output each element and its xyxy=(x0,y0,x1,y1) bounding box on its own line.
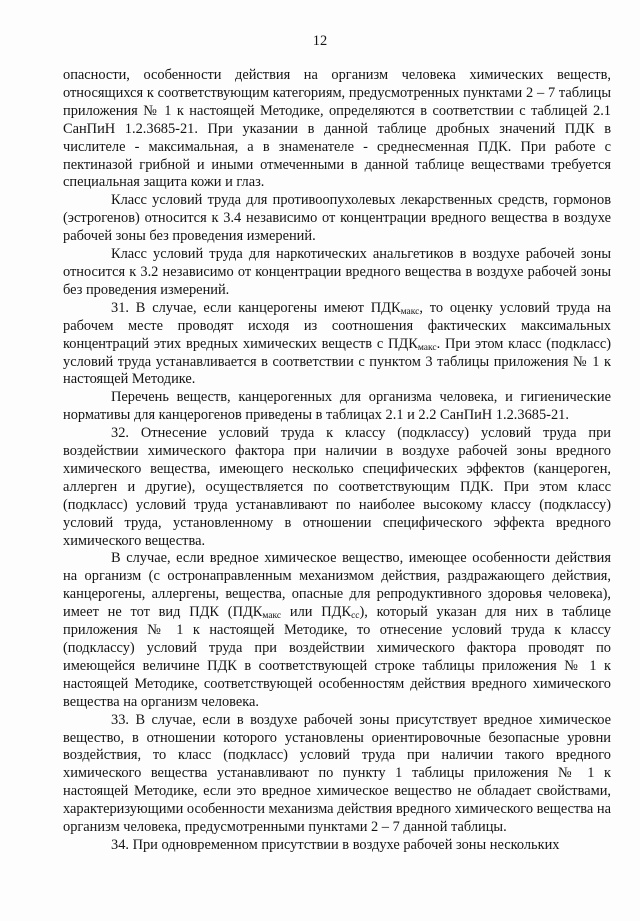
paragraph-text: . При этом класс (подкласс) условий труда устанавливается в соответствии с пунктом 3 таблицы приложения № 1 к настоящей Методике. xyxy=(63,335,611,388)
subscript-text: макс xyxy=(417,342,437,353)
paragraph-text: Перечень веществ, канцерогенных для организма человека, и гигиенические нормативы для канцерогенов приведены в таблицах 2.1 и 2.2 СанПиН 1.2.3685-21. xyxy=(63,389,611,424)
paragraph-text: 34. При одновременном присутствии в воздухе рабочей зоны нескольких xyxy=(111,836,560,853)
paragraph xyxy=(63,246,611,300)
paragraph-text: 32. Отнесение условий труда к классу (подклассу) условий труда при воздействии химического фактора при наличии в воздухе рабочей зоны вредного химического вещества, имеющего несколько специфических эффектов (канцероген, аллерген и другие), осуществляется по соответствующим ПДК. При этом класс (подкласс) условий труда устанавливают по наиболее высокому классу (подклассу) условий труда, установленному в отношении специфического эффекта вредного химического вещества. xyxy=(63,425,611,549)
paragraph-text: В случае, если вредное химическое вещество, имеющее особенности действия на организм (с остронаправленным механизмом действия, раздражающего действия, канцерогены, аллергены, вещества, опасные для репродуктивного здоровья человека), имеет не тот вид ПДК (ПДК xyxy=(63,550,611,621)
subscript-text: макс xyxy=(400,306,420,317)
paragraph xyxy=(63,425,611,550)
paragraph-text: или ПДК xyxy=(281,604,352,621)
subscript-text: макс xyxy=(262,611,282,622)
paragraph-text: 33. В случае, если в воздухе рабочей зоны присутствует вредное химическое вещество, в отношении которого установлены ориентировочные безопасные уровни воздействия, то класс (подкласс) условий труда при наличии такого вредного химического вещества устанавливают по пункту 1 таблицы приложения № 1 к настоящей Методике, если это вредное химическое вещество не обладает свойствами, характеризующими особенности механизма действия вредного химического вещества на организм человека, предусмотренными пунктами 2 – 7 данной таблицы. xyxy=(63,711,611,836)
paragraph xyxy=(63,67,611,192)
paragraph xyxy=(63,300,611,390)
paragraph-text: опасности, особенности действия на организм человека химических веществ, относящихся к соответствующим категориям, предусмотренных пунктами 2 – 7 таблицы приложения № 1 к настоящей Методике, определяются в соответствии с таблицей 2.1 СанПиН 1.2.3685-21. При указании в данной таблице дробных значений ПДК в числителе - максимальная, а в знаменателе - среднесменная ПДК. При работе с пектиназой грибной и иными отмеченными в данной таблице веществами требуется специальная защита кожи и глаз. xyxy=(63,67,611,191)
paragraph xyxy=(63,389,611,425)
paragraph-text: 31. В случае, если канцерогены имеют ПДК xyxy=(111,299,401,316)
paragraph xyxy=(63,550,611,711)
paragraph xyxy=(63,192,611,246)
document-body xyxy=(63,67,611,855)
page-number: 12 xyxy=(312,33,328,49)
paragraph-text: Класс условий труда для наркотических анальгетиков в воздухе рабочей зоны относится к 3.2 независимо от концентрации вредного вещества в воздухе рабочей зоны без проведения измерений. xyxy=(63,246,611,298)
paragraph xyxy=(63,837,611,855)
paragraph-text: , то оценку условий труда на рабочем месте проводят исходя из соотношения фактических максимальных концентраций этих вредных химических веществ с ПДК xyxy=(63,299,611,352)
paragraph-text: ), который указан для них в таблице приложения № 1 к настоящей Методике, то отнесение условий труда к классу (подклассу) условий труда при воздействии химического фактора проводят по имеющейся величине ПДК в соответствующей строке таблицы приложения № 1 к настоящей Методике, соответствующей особенностям действия вредного химического вещества на организм человека. xyxy=(63,604,611,710)
paragraph xyxy=(63,712,611,837)
subscript-text: сс xyxy=(351,611,360,622)
paragraph-text: Класс условий труда для противоопухолевых лекарственных средств, гормонов (эстрогенов) относится к 3.4 независимо от концентрации вредного вещества в воздухе рабочей зоны без проведения измерений. xyxy=(63,192,611,245)
